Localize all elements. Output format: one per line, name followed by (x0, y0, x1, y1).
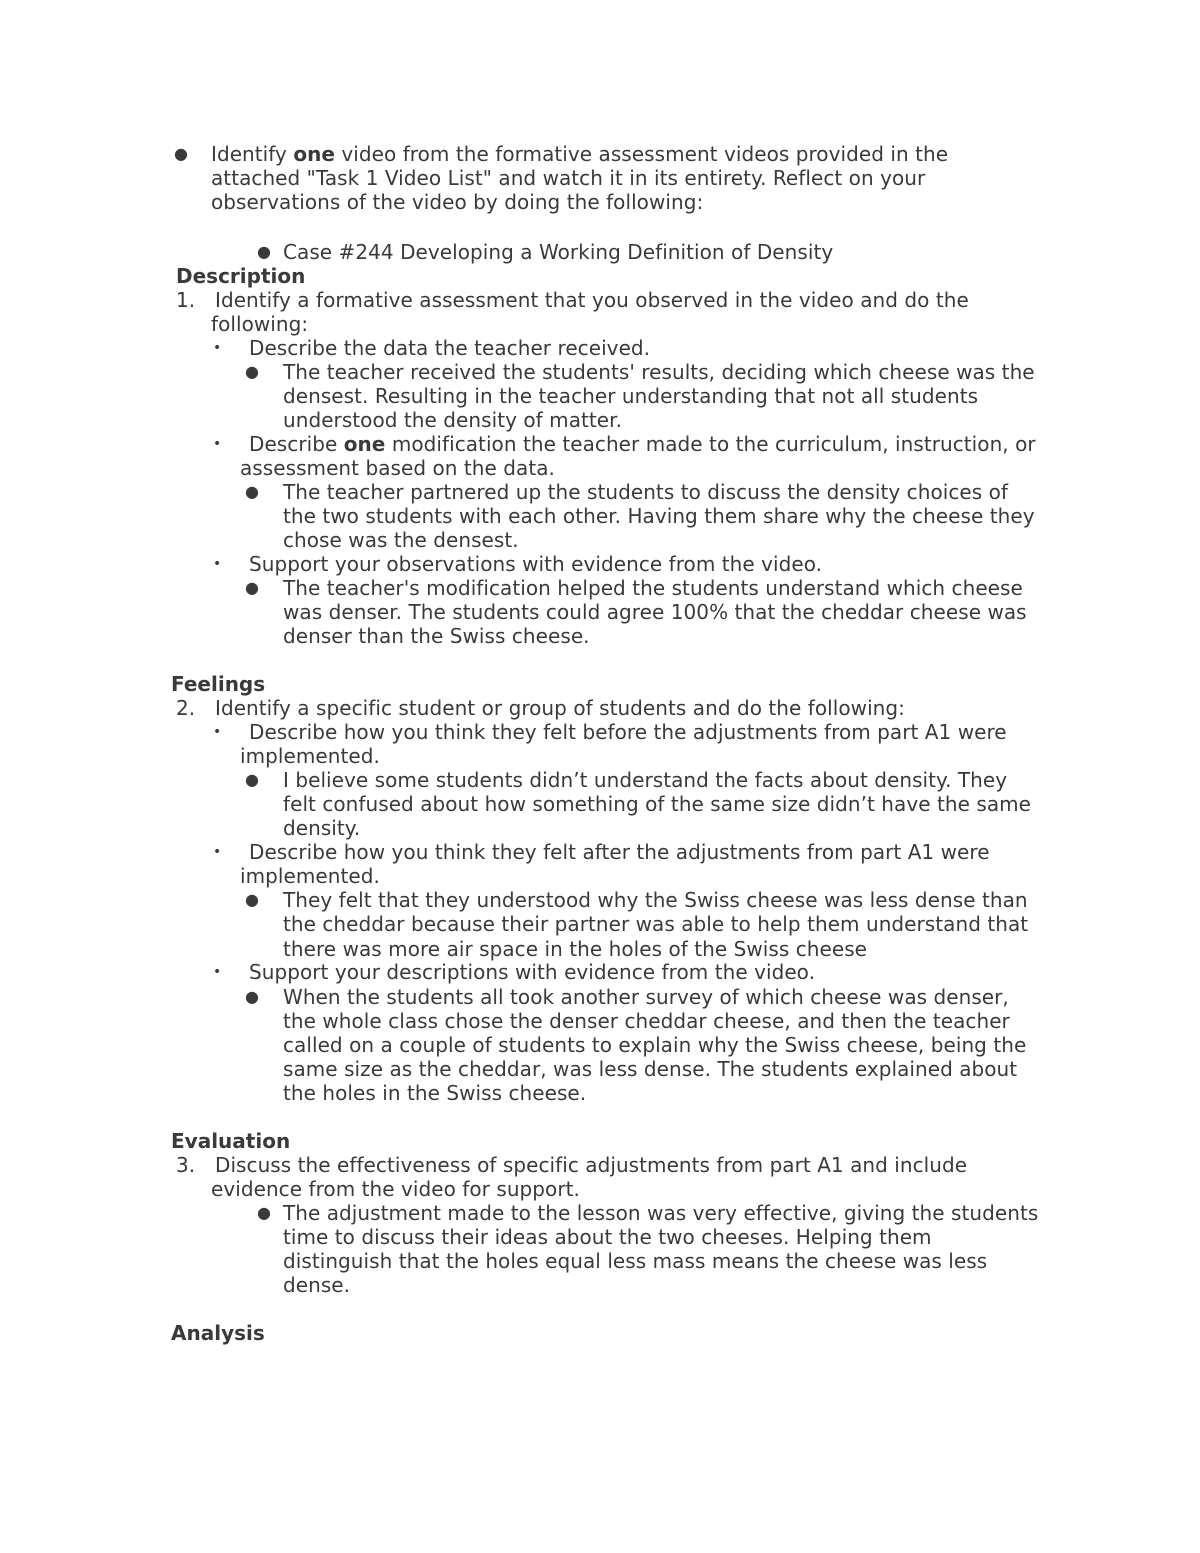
feelings-answer-1-line-3: density. (283, 816, 361, 840)
description-prompt-2-line-1: Describe one modification the teacher made to the curriculum, instruction, or (249, 432, 1036, 456)
list-number: 3. (176, 1153, 196, 1177)
description-prompt-1: Describe the data the teacher received. (249, 336, 651, 360)
description-answer-3-line-3: denser than the Swiss cheese. (283, 624, 590, 648)
bullet-icon: ● (245, 362, 259, 381)
evaluation-answer-line-4: dense. (283, 1273, 351, 1297)
feelings-prompt-1-line-1: Describe how you think they felt before the adjustments from part A1 were (249, 720, 1007, 744)
bullet-icon: • (213, 844, 222, 860)
feelings-answer-3-line-5: the holes in the Swiss cheese. (283, 1081, 587, 1105)
bullet-icon: ● (174, 144, 188, 163)
feelings-answer-2-line-2: the cheddar because their partner was able to help them understand that (283, 912, 1029, 936)
intro-line-2: attached "Task 1 Video List" and watch it in its entirety. Reflect on your (211, 166, 926, 190)
evaluation-answer-line-1: The adjustment made to the lesson was very effective, giving the students (283, 1201, 1039, 1225)
feelings-prompt-2-line-2: implemented. (240, 864, 380, 888)
bullet-icon: ● (245, 770, 259, 789)
description-answer-1-line-1: The teacher received the students' results, deciding which cheese was the (283, 360, 1035, 384)
feelings-prompt-1-line-2: implemented. (240, 744, 380, 768)
description-prompt-3: Support your observations with evidence from the video. (249, 552, 823, 576)
feelings-question-line-1: Identify a specific student or group of students and do the following: (215, 696, 905, 720)
feelings-answer-3-line-2: the whole class chose the denser cheddar cheese, and then the teacher (283, 1009, 1010, 1033)
section-heading-analysis: Analysis (171, 1321, 265, 1345)
bullet-icon: • (213, 436, 222, 452)
intro-line-3: observations of the video by doing the following: (211, 190, 704, 214)
evaluation-question-line-2: evidence from the video for support. (211, 1177, 580, 1201)
feelings-answer-1-line-2: felt confused about how something of the same size didn’t have the same (283, 792, 1032, 816)
description-answer-2-line-3: chose was the densest. (283, 528, 519, 552)
bullet-icon: ● (245, 482, 259, 501)
description-answer-1-line-2: densest. Resulting in the teacher understanding that not all students (283, 384, 979, 408)
section-heading-description: Description (176, 264, 306, 288)
bullet-icon: • (213, 964, 222, 980)
feelings-prompt-3: Support your descriptions with evidence from the video. (249, 960, 816, 984)
description-prompt-2-line-2: assessment based on the data. (240, 456, 555, 480)
bullet-icon: ● (257, 242, 271, 261)
evaluation-answer-line-3: distinguish that the holes equal less mass means the cheese was less (283, 1249, 988, 1273)
bullet-icon: ● (257, 1203, 271, 1222)
feelings-prompt-2-line-1: Describe how you think they felt after the adjustments from part A1 were (249, 840, 990, 864)
section-heading-evaluation: Evaluation (171, 1129, 291, 1153)
description-answer-2-line-2: the two students with each other. Having them share why the cheese they (283, 504, 1035, 528)
bullet-icon: ● (245, 578, 259, 597)
evaluation-question-line-1: Discuss the effectiveness of specific adjustments from part A1 and include (215, 1153, 968, 1177)
evaluation-answer-line-2: time to discuss their ideas about the two cheeses. Helping them (283, 1225, 932, 1249)
list-number: 1. (176, 288, 196, 312)
feelings-answer-3-line-3: called on a couple of students to explain why the Swiss cheese, being the (283, 1033, 1027, 1057)
list-number: 2. (176, 696, 196, 720)
feelings-answer-3-line-1: When the students all took another survey of which cheese was denser, (283, 985, 1009, 1009)
bullet-icon: • (213, 340, 222, 356)
feelings-answer-2-line-3: there was more air space in the holes of the Swiss cheese (283, 937, 868, 961)
description-answer-3-line-1: The teacher's modification helped the students understand which cheese (283, 576, 1023, 600)
bullet-icon: ● (245, 890, 259, 909)
case-title: Case #244 Developing a Working Definition of Density (283, 240, 834, 264)
feelings-answer-2-line-1: They felt that they understood why the Swiss cheese was less dense than (283, 888, 1028, 912)
bullet-icon: • (213, 724, 222, 740)
description-answer-3-line-2: was denser. The students could agree 100% that the cheddar cheese was (283, 600, 1027, 624)
description-question-line-1: Identify a formative assessment that you observed in the video and do the (215, 288, 969, 312)
bullet-icon: • (213, 556, 222, 572)
intro-line-1: Identify one video from the formative assessment videos provided in the (211, 142, 949, 166)
description-answer-1-line-3: understood the density of matter. (283, 408, 622, 432)
description-answer-2-line-1: The teacher partnered up the students to discuss the density choices of (283, 480, 1009, 504)
feelings-answer-1-line-1: I believe some students didn’t understand the facts about density. They (283, 768, 1008, 792)
feelings-answer-3-line-4: same size as the cheddar, was less dense. The students explained about (283, 1057, 1018, 1081)
section-heading-feelings: Feelings (171, 672, 266, 696)
description-question-line-2: following: (211, 312, 309, 336)
bullet-icon: ● (245, 987, 259, 1006)
